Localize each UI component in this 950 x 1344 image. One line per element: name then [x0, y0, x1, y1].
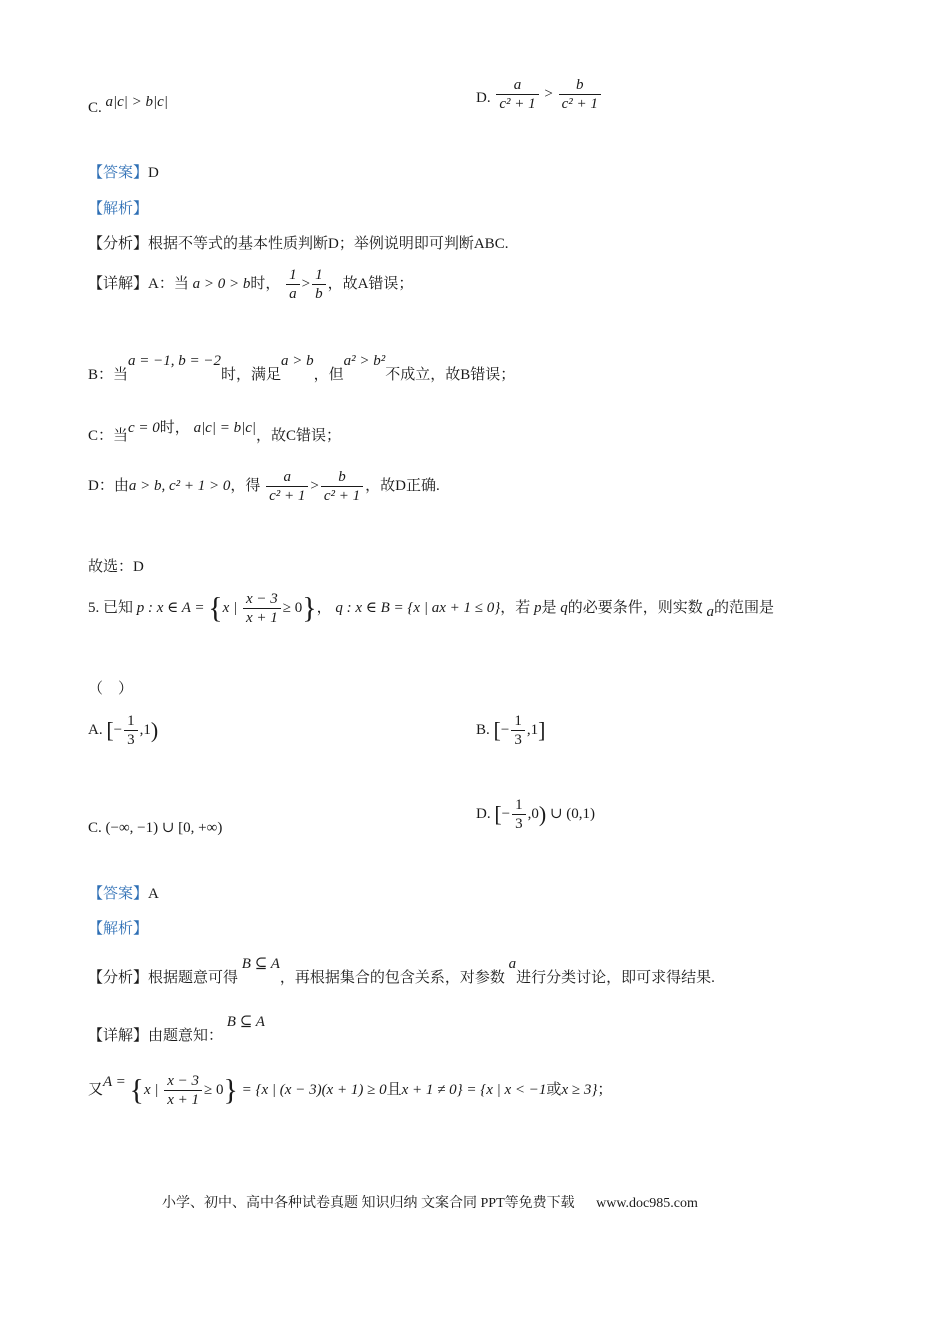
fraction: $\frac{1}{b}$: [312, 266, 326, 303]
q5-analysis-tag: 【解析】: [88, 921, 149, 937]
q4-answer: [88, 161, 159, 182]
footer-url[interactable]: www.doc985.com: [596, 1196, 698, 1211]
fraction: $\frac{x - 3}{x + 1}$: [243, 590, 281, 627]
q5-stem: 5. 已知 p : x ∈ A = {x | $\frac{x - 3}{x + 1}$ ≥ 0}， q : x ∈ B = {x | ax + 1 ≤ 0}，若 p是 q的必要条件，则实数 a的范围是: [88, 591, 775, 626]
fraction: $\frac{a}{\text{c² + 1}}$: [266, 468, 308, 505]
detail-tag: 【详解】: [88, 275, 149, 292]
fenxi-text: 根据不等式的基本性质判断D；举例说明即可判断ABC.: [148, 236, 509, 252]
option-expr: a|c| > b|c|: [105, 94, 168, 110]
q4-detail-a: 【详解】A：当 a > 0 > b时， $\frac{1}{a}$ > $\frac{1}{b}$ ，故A错误；: [88, 267, 414, 302]
q5-fenxi: 【分析】根据题意可得 B ⊆ A，再根据集合的包含关系，对参数 a进行分类讨论，即可求得结果.: [88, 956, 715, 986]
option-label: D.: [476, 89, 491, 106]
option-label: C.: [88, 100, 102, 116]
fraction: $\frac{x - 3}{x + 1}$: [164, 1072, 202, 1109]
answer-value: A: [148, 886, 159, 902]
q4-detail-b: B：当a = −1, b = −2时，满足a > b，但a² > b²不成立，故B错误；: [88, 353, 516, 383]
q4-detail-c: C：当c = 0时， a|c| = b|c|，故C错误；: [88, 420, 342, 444]
q4-option-c: [88, 94, 168, 117]
q5-paren: （ ）: [88, 681, 134, 697]
q4-analysis-tag: 【解析】: [88, 201, 149, 217]
q4-detail-d: D：由a > b, c² + 1 > 0，得 $\frac{a}{\text{c² + 1}}$ > $\frac{b}{\text{c² + 1}}$ ，故D正确.: [88, 469, 440, 504]
answer-value: D: [148, 165, 159, 181]
fraction: $\frac{a}{\text{c² + 1}}$: [496, 76, 538, 113]
q4-choose: 故选：D: [88, 559, 144, 575]
q5-option-a: A. [− $\frac{1}{3}$ ,1): [88, 713, 159, 748]
q5-option-b: B. [− $\frac{1}{3}$ ,1]: [476, 713, 546, 748]
fenxi-tag: 【分析】: [88, 236, 149, 252]
q5-option-d: D. [− $\frac{1}{3}$ ,0) ∪ (0,1): [476, 797, 596, 832]
q4-fenxi: [88, 232, 508, 253]
page-footer: [162, 1192, 698, 1212]
fraction: $\frac{1}{3}$: [124, 712, 138, 749]
q5-detail-set: 又A = {x | $\frac{x - 3}{x + 1}$ ≥ 0} = {x | (x − 3)(x + 1) ≥ 0且x + 1 ≠ 0} = {x | x < −1或x ≥ 3}；: [88, 1073, 613, 1108]
fraction: $\frac{1}{3}$: [511, 712, 525, 749]
q4-option-d: D. $\frac{a}{\text{c² + 1}}$ > $\frac{b}{\text{c² + 1}}$: [476, 76, 603, 113]
answer-tag: 【答案】: [88, 165, 149, 181]
q5-option-c: C. (−∞, −1) ∪ [0, +∞): [88, 820, 223, 836]
footer-text: 小学、初中、高中各种试卷真题 知识归纳 文案合同 PPT等免费下载: [162, 1196, 575, 1211]
fraction: $\frac{1}{a}$: [286, 266, 300, 303]
fraction: $\frac{1}{3}$: [512, 796, 526, 833]
fraction: $\frac{b}{\text{c² + 1}}$: [559, 76, 601, 113]
answer-tag: 【答案】: [88, 886, 149, 902]
fraction: $\frac{b}{\text{c² + 1}}$: [321, 468, 363, 505]
q5-detail: 【详解】由题意知： B ⊆ A: [88, 1014, 265, 1044]
q5-answer: [88, 882, 159, 903]
